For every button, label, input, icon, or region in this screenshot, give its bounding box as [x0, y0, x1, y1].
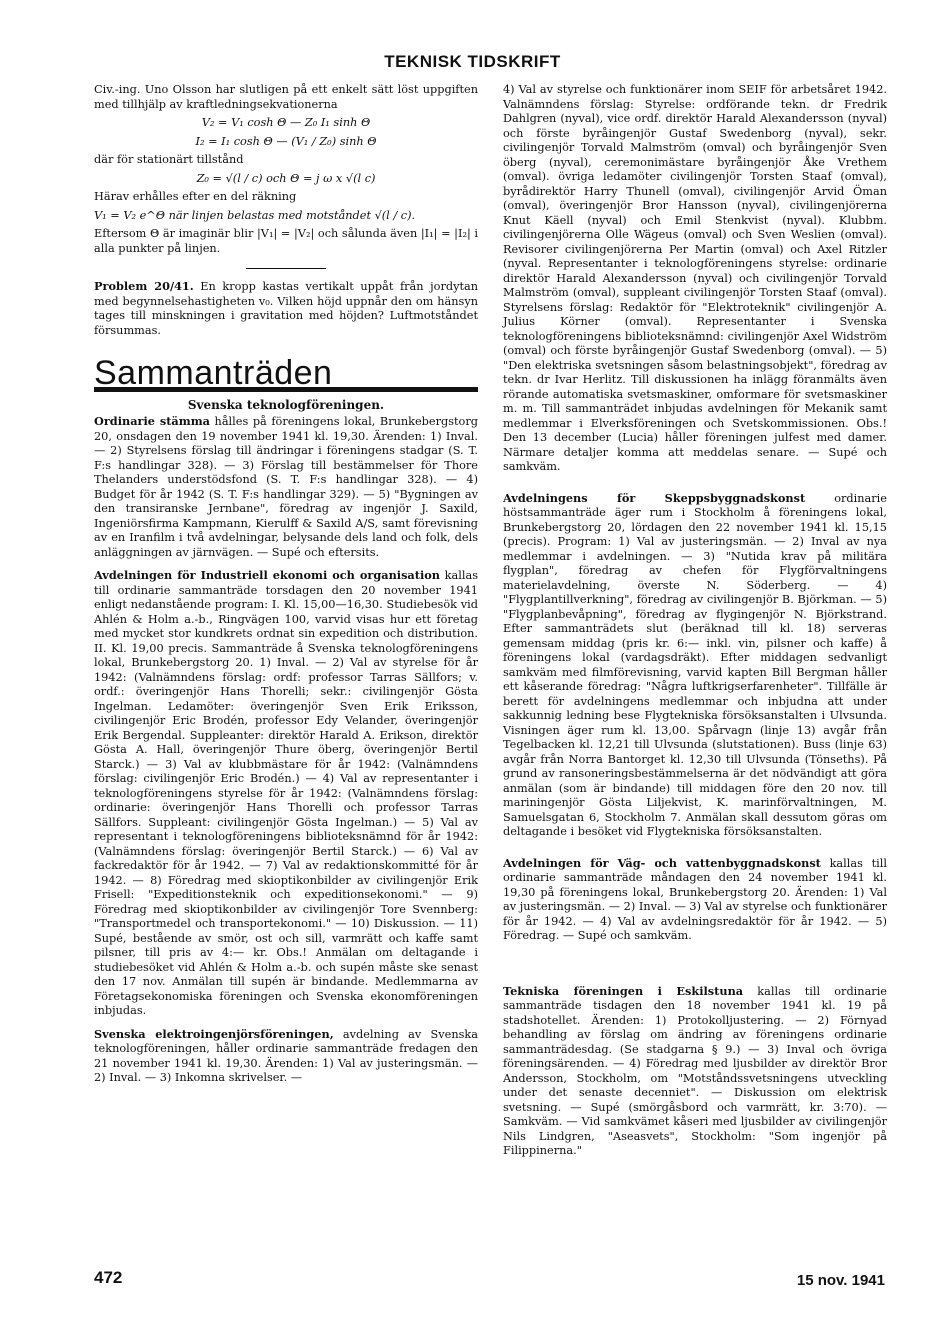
ordinarie-paragraph: [94, 414, 478, 560]
eftersom-paragraph: Eftersom Θ är imaginär blir |V₁| = |V₂| och sålunda även |I₁| = |I₂| i alla punkter på linjen.: [94, 227, 478, 255]
eskilstuna-label: Tekniska föreningen i Eskilstuna: [503, 983, 744, 998]
equation-v2: V₂ = V₁ cosh Θ — Z₀ I₁ sinh Θ: [201, 116, 371, 129]
stationary-text: där för stationärt tillstånd: [94, 153, 244, 166]
industriell-text: kallas till ordinarie sammanträde torsdagen den 20 november 1941 enligt nedanstående program: I. Kl. 15,00—16,30. Studiebesök vid Ahlén & Holm a.-b., Ringvägen 100, varvid visas hur ett företag med mycket stor kundkrets ordnat sin expedition och distribution. II. Kl. 19,00 precis. Sammanträde å Svenska teknologföreningens lokal, Brunkebergstorg 20. 1) Inval. — 2) Val av styrelse för år 1942: (Valnämndens förslag: ordf: professor Tarras Sällfors; v. ordf.: överingenjör Hans Thorelli; sekr.: civilingenjör Gösta Ingelman. Ledamöter: överingenjör Sven Erik Eriksson, civilingenjör Eric Brodén, professor Edy Velander, överingenjör Erik Bergendal. Suppleanter: direktör Harald A. Erikson, direktör Gösta A. Hall, överingenjör Thure öberg, överingenjör Bertil Starck.) — 3) Val av klubbmästare för år 1942: (Valnämndens förslag: civilingenjör Eric Brodén.) — 4) Val av representanter i teknologföreningens styrelse för år 1942: (Valnämndens förslag: ordinarie: överingenjör Hans Thorelli och professor Tarras Sällfors. Suppleant: civilingenjör Gösta Ingelman.) — 5) Val av representant i teknologföreningens biblioteksnämnd för år 1942: (Valnämndens förslag: överingenjör Bertil Starck.) — 6) Val av fackredaktör för år 1942. — 7) Val av redaktionskommitté för år 1942. — 8) Föredrag med skioptikonbilder av civilingenjör Erik Frisell: "Expeditionsteknik och expeditionsekonomi." — 9) Föredrag med skioptikonbilder av civilingenjör Tore Svennberg: "Transportmedel och transportekonomi." — 10) Diskussion. — 11) Supé, bestående av smör, ost och sill, varmrätt och kaffe samt pilsner, till pris av 4:— kr. Obs.! Anmälan om deltagande i studiebesöket vid Ahlén & Holm a.-b. och supén måste ske senast den 17 nov. Anmälan till supén är bindande. Medlemmarna av Företagsekonomiska föreningen och Svenska ekonomföreningen inbjudas.: [94, 569, 478, 1017]
ordinarie-label: Ordinarie stämma: [94, 414, 210, 428]
page-number: 472: [94, 1268, 123, 1287]
equation-z0: Z₀ = √(l / c) och Θ = j ω x √(l c): [196, 171, 376, 185]
problem-label: Problem 20/41.: [94, 279, 194, 293]
eskilstuna-text: kallas till ordinarie sammanträde tisdagen den 18 november 1941 kl. 19 på stadshotellet. Ärenden: 1) Protokolljustering. — 2) Förnyad behandling av förslag om ändring av föreningens ordinarie sammanträdesdag. (Se stadgarna § 9.) — 3) Inval och övriga föreningsärenden. — 4) Föredrag med ljusbilder av direktör Bror Andersson, Stockholm, om "Motståndssvetsningens utveckling under det senaste decenniet". — Diskussion om elektrisk svetsning. — Supé (smörgåsbord och varmrätt, kr. 3:70). — Samkväm. — Vid samkvämet kåseri med ljusbilder av civilingenjör Nils Lindgren, "Aseasvets", Stockholm: "Som ingenjör på Filippinerna.": [503, 984, 887, 1157]
elektro-paragraph: [94, 1027, 478, 1086]
vag-label: Avdelningen för Väg- och vattenbyggnadskonst: [503, 855, 821, 870]
equation-i2: I₂ = I₁ cosh Θ — (V₁ / Z₀) sinh Θ: [195, 134, 377, 148]
skepps-text: ordinarie höstsammanträde äger rum i Stockholm å föreningens lokal, Brunkebergstorg 20, lördagen den 22 november 1941 kl. 15,15 (precis). Program: 1) Val av justeringsmän. — 2) Inval av nya medlemmar i avdelningen. — 3) "Nutida krav på militära flygplan", föredrag av chefen för Flygförvaltningens materielavdelning, överste N. Söderberg. — 4) "Flygplantillverkning", föredrag av civilingenjör B. Björkman. — 5) "Flygplanbevåpning", föredrag av flygingenjör N. Björkstrand. Efter sammanträdets slut (beräknad till kl. 18) serveras gemensam middag (pris kr. 6:— inkl. vin, pilsner och kaffe) å föreningens lokal (vardagsdräkt). Efter middagen sedvanligt samkväm med filmförevisning, varvid kapten Bill Bergman håller ett kåserande föredrag: "Några luftkrigserfarenheter". Tillfälle är berett för avdelningens medlemmar och inbjudna att under sakkunnig ledning bese Flygtekniska försöksanstalten i Ulvsunda. Visningen äger rum kl. 13,00. Spårvagn (linje 13) avgår från Tegelbacken kl. 12,21 till Ulvsunda (slutstationen). Buss (linje 63) avgår från Norra Bantorget kl. 12,30 till Ulvsunda (Tönseths). På grund av ransoneringsbestämmelserna är det nödvändigt att göra anmälan (som är bindande) till middagen före den 20 nov. till mariningenjör Gösta Liljekvist, K. marinförvaltningen, M. Samuelsgatan 6, Stockholm 7. Anmälan skall dessutom göras om deltagande i besöket vid Flygtekniska försöksanstalten.: [503, 491, 887, 838]
svenska-heading: Svenska teknologföreningen.: [187, 397, 385, 412]
section-title: Sammanträden: [94, 354, 333, 392]
ordinarie-text: hålles på föreningens lokal, Brunkebergstorg 20, onsdagen den 19 november 1941 kl. 19,30. Ärenden: 1) Inval. — 2) Styrelsens förslag till ändringar i föreningens stadgar (S. T. F:s handlingar 328). — 3) Förslag till bestämmelser för Thore Thelanders understödsfond (S. T. F:s handlingar 328). — 4) Budget för år 1942 (S. T. F:s handlingar 329). — 5) "Bygningen av den transiranske Jernbane", föredrag av ingenjör J. Saxild, Ingeniörsfirma Kampmann, Kierulff & Saxild A/S, samt förevisning av en Iranfilm i två avdelningar, belysande dels land och folk, dels anläggningen av järnvägen. — Supé och eftersits.: [94, 415, 478, 559]
issue-date: 15 nov. 1941: [796, 1272, 885, 1289]
skepps-label: Avdelningens för Skeppsbyggnadskonst: [503, 490, 806, 505]
vag-text: kallas till ordinarie sammanträde måndagen den 24 november 1941 kl. 19,30 på föreningens lokal, Brunkebergstorg 20. Ärenden: 1) Val av justeringsmän. — 2) Inval. — 3) Val av styrelse och funktionärer för år 1942. — 4) Val av avdelningsredaktör för år 1942. — 5) Föredrag. — Supé och samkväm.: [503, 856, 887, 942]
continued-paragraph: 4) Val av styrelse och funktionärer inom SEIF för arbetsåret 1942. Valnämndens förslag: Styrelse: ordförande tekn. dr Fredrik Dahlgren (nyval), vice ordf. direktör Harald Alexandersson (nyval) och förste byråingenjör Gustaf Swedenborg (nyval), sekr. civilingenjör Torvald Malmström (omval) och byråingenjör Sven öberg (nyval), ceremonimästare byråingenjör Åke Vrethem (omval). övriga ledamöter civilingenjör Torsten Staaf (omval), byrådirektör Harry Thunell (omval), civilingenjör Arvid Öman (omval), överingenjör Bror Hansson (nyval), civilingenjörerna Knut Käell (nyval) och Emil Stenkvist (nyval). Klubbm. civilingenjörerna Olle Wägeus (omval) och Sven Weslien (omval). Revisorer civilingenjörerna Per Martin (omval) och Axel Ritzler (nyval. Representanter i teknologföreningens styrelse: ordinarie direktör Harald Alexandersson (nyval) och civilingenjör Torvald Malmström (omval), suppleant civilingenjör Torsten Staaf (omval). Styrelsens förslag: Redaktör för "Elektroteknik" civilingenjör A. Julius Körner (omval). Representanter i Svenska teknologföreningens biblioteksnämnd: civilingenjör Axel Widström (omval) och förste byråingenjör Gustaf Swedenborg (omval). — 5) "Den elektriska svetsningen såsom belastningsobjekt", föredrag av tekn. dr Ivar Herlitz. Till diskussionen ha inlägg föranmälts även rörande automatiska svetsmaskiner, omformare för svetsmaskiner m. m. Till sammanträdet inbjudas avdelningen för Mekanik samt medlemmar i Elverksföreningen och Svetskommissionen. Obs.! Den 13 december (Lucia) håller föreningen julfest med damer. Närmare detaljer komma att meddelas senare. — Supé och samkväm.: [503, 83, 887, 473]
right-column: [503, 83, 887, 1159]
elektro-text: avdelning av Svenska teknologföreningen, håller ordinarie sammanträde fredagen den 21 november 1941 kl. 19,30. Ärenden: 1) Val av justeringsmän. — 2) Inval. — 3) Inkomna skrivelser. —: [94, 1027, 478, 1084]
elektro-label: Svenska elektroingenjörsföreningen,: [94, 1026, 334, 1041]
problem-paragraph: [94, 279, 478, 338]
separator-line: [246, 268, 326, 269]
harav-text: Härav erhålles efter en del räkning: [94, 190, 297, 203]
equation-v1: V₁ = V₂ e^Θ när linjen belastas med motståndet √(l / c).: [94, 208, 416, 222]
intro-paragraph: Civ.-ing. Uno Olsson har slutligen på ett enkelt sätt löst uppgiften med tillhjälp av kraftledningsekvationerna: [94, 83, 478, 111]
vag-paragraph: [503, 856, 887, 944]
skepps-paragraph: [503, 491, 887, 840]
industriell-paragraph: [94, 568, 478, 1019]
left-column: [94, 83, 478, 1086]
industriell-label: Avdelningen för Industriell ekonomi och organisation: [94, 568, 441, 582]
journal-header: TEKNISK TIDSKRIFT: [384, 52, 561, 71]
problem-text: En kropp kastas vertikalt uppåt från jordytan med begynnelsehastigheten v₀. Vilken höjd uppnår den om hänsyn tages till minskningen i gravitation med höjden? Luftmotståndet försummas.: [94, 280, 479, 337]
eskilstuna-paragraph: [503, 984, 887, 1159]
